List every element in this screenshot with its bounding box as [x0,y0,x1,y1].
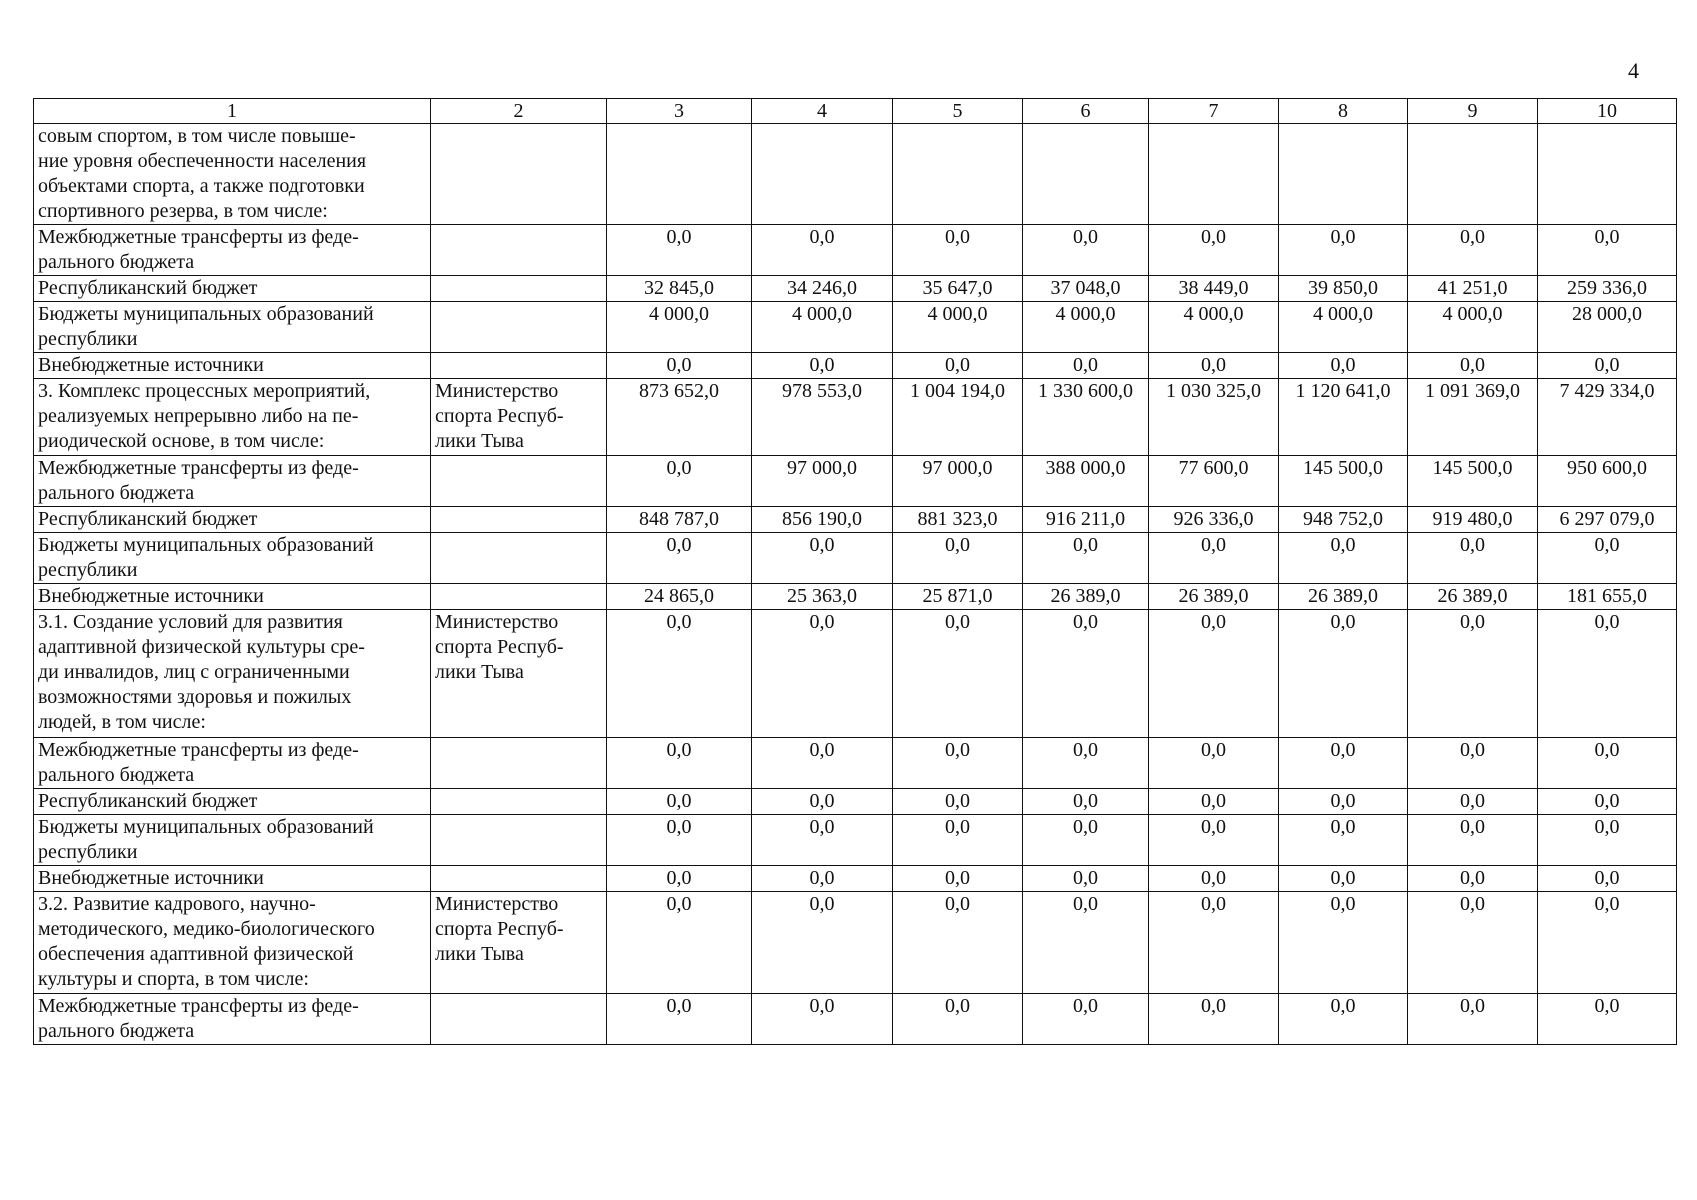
header-cell: 2 [431,99,607,124]
value-cell: 35 647,0 [893,276,1023,302]
value-cell: 26 389,0 [1279,584,1408,610]
value-cell: 24 865,0 [607,584,752,610]
row-responsible [431,533,607,584]
table-row [34,225,1677,276]
row-responsible [431,815,607,866]
value-cell: 0,0 [1149,610,1279,738]
value-cell: 145 500,0 [1408,456,1538,507]
value-cell: 0,0 [893,738,1023,789]
table-row [34,353,1677,379]
row-responsible [431,302,607,353]
value-cell: 0,0 [1538,533,1677,584]
value-cell: 0,0 [1279,892,1408,994]
value-cell: 0,0 [1408,533,1538,584]
value-cell: 0,0 [1279,866,1408,892]
row-description: 3.2. Развитие кадрового, научно- методического, медико-биологического обеспечения адаптивной физической культуры и спорта, в том числе: [34,892,431,994]
value-cell: 77 600,0 [1149,456,1279,507]
table-body [34,99,1677,1045]
page-number: 4 [1628,58,1639,83]
value-cell: 0,0 [1538,866,1677,892]
value-cell: 26 389,0 [1408,584,1538,610]
value-cell: 97 000,0 [752,456,893,507]
value-cell [752,124,893,225]
value-cell: 4 000,0 [752,302,893,353]
value-cell: 0,0 [607,738,752,789]
table-row [34,815,1677,866]
value-cell: 1 091 369,0 [1408,379,1538,456]
value-cell: 0,0 [1023,738,1149,789]
value-cell: 0,0 [1279,789,1408,815]
value-cell: 0,0 [752,353,893,379]
row-description: Бюджеты муниципальных образований республики [34,533,431,584]
value-cell: 0,0 [1408,225,1538,276]
row-description: Республиканский бюджет [34,789,431,815]
value-cell: 0,0 [1279,738,1408,789]
value-cell: 0,0 [1279,994,1408,1045]
value-cell [893,124,1023,225]
value-cell: 0,0 [893,353,1023,379]
value-cell: 39 850,0 [1279,276,1408,302]
value-cell: 37 048,0 [1023,276,1149,302]
value-cell: 4 000,0 [1408,302,1538,353]
value-cell: 0,0 [893,533,1023,584]
value-cell: 0,0 [1023,610,1149,738]
value-cell: 0,0 [752,815,893,866]
row-responsible [431,507,607,533]
row-description: Внебюджетные источники [34,866,431,892]
row-responsible [431,225,607,276]
value-cell: 0,0 [1538,610,1677,738]
table-row [34,533,1677,584]
value-cell: 0,0 [893,815,1023,866]
row-description: Республиканский бюджет [34,276,431,302]
row-description: Межбюджетные трансферты из феде- рального бюджета [34,225,431,276]
table-row [34,866,1677,892]
header-cell: 7 [1149,99,1279,124]
header-cell: 6 [1023,99,1149,124]
value-cell: 0,0 [1149,738,1279,789]
value-cell: 0,0 [607,533,752,584]
value-cell: 0,0 [1279,533,1408,584]
row-description: Межбюджетные трансферты из феде- рального бюджета [34,994,431,1045]
value-cell: 848 787,0 [607,507,752,533]
value-cell: 26 389,0 [1023,584,1149,610]
row-responsible [431,738,607,789]
value-cell: 916 211,0 [1023,507,1149,533]
row-responsible [431,866,607,892]
value-cell: 0,0 [607,456,752,507]
value-cell: 0,0 [893,789,1023,815]
table-row [34,302,1677,353]
table-row [34,584,1677,610]
value-cell: 0,0 [752,738,893,789]
value-cell: 0,0 [1408,738,1538,789]
value-cell: 4 000,0 [607,302,752,353]
value-cell: 0,0 [1023,866,1149,892]
value-cell: 0,0 [1538,994,1677,1045]
value-cell [1279,124,1408,225]
header-cell: 10 [1538,99,1677,124]
value-cell: 0,0 [1538,815,1677,866]
row-description: Межбюджетные трансферты из феде- рального бюджета [34,738,431,789]
value-cell: 0,0 [1538,789,1677,815]
value-cell: 0,0 [1023,353,1149,379]
header-cell: 1 [34,99,431,124]
value-cell: 1 120 641,0 [1279,379,1408,456]
value-cell: 0,0 [1279,610,1408,738]
value-cell: 6 297 079,0 [1538,507,1677,533]
value-cell: 26 389,0 [1149,584,1279,610]
row-description: совым спортом, в том числе повыше- ние уровня обеспеченности населения объектами спорта, а также подготовки спортивного резерва, в том числе: [34,124,431,225]
value-cell: 41 251,0 [1408,276,1538,302]
header-cell: 5 [893,99,1023,124]
value-cell: 873 652,0 [607,379,752,456]
row-description: 3.1. Создание условий для развития адаптивной физической культуры сре- ди инвалидов, лиц с ограниченными возможностями здоровья и пожилых людей, в том числе: [34,610,431,738]
value-cell: 7 429 334,0 [1538,379,1677,456]
value-cell: 0,0 [1149,892,1279,994]
value-cell: 4 000,0 [1149,302,1279,353]
header-cell: 9 [1408,99,1538,124]
value-cell: 0,0 [1279,815,1408,866]
value-cell: 0,0 [1408,994,1538,1045]
table-row [34,789,1677,815]
value-cell: 25 871,0 [893,584,1023,610]
value-cell: 0,0 [607,866,752,892]
value-cell: 0,0 [893,610,1023,738]
value-cell: 950 600,0 [1538,456,1677,507]
table-row [34,892,1677,994]
value-cell: 145 500,0 [1279,456,1408,507]
value-cell: 1 330 600,0 [1023,379,1149,456]
value-cell: 32 845,0 [607,276,752,302]
value-cell: 0,0 [1149,866,1279,892]
row-responsible: Министерство спорта Респуб- лики Тыва [431,892,607,994]
value-cell: 0,0 [607,225,752,276]
value-cell: 0,0 [1538,738,1677,789]
table-row [34,610,1677,738]
value-cell: 0,0 [1538,892,1677,994]
value-cell: 0,0 [893,994,1023,1045]
row-responsible [431,456,607,507]
table-row [34,276,1677,302]
header-row [34,99,1677,124]
value-cell: 0,0 [752,533,893,584]
value-cell [1538,124,1677,225]
value-cell: 0,0 [1408,353,1538,379]
row-description: 3. Комплекс процессных мероприятий, реализуемых непрерывно либо на пе- риодической основе, в том числе: [34,379,431,456]
value-cell: 0,0 [1149,533,1279,584]
value-cell: 4 000,0 [1279,302,1408,353]
value-cell: 0,0 [1023,994,1149,1045]
row-description: Внебюджетные источники [34,584,431,610]
value-cell: 0,0 [893,225,1023,276]
value-cell: 0,0 [607,892,752,994]
table-row [34,738,1677,789]
value-cell: 0,0 [752,225,893,276]
value-cell [1149,124,1279,225]
value-cell: 0,0 [1023,225,1149,276]
value-cell: 0,0 [1149,994,1279,1045]
budget-table [33,98,1677,1045]
value-cell: 1 030 325,0 [1149,379,1279,456]
value-cell: 0,0 [607,994,752,1045]
row-responsible: Министерство спорта Респуб- лики Тыва [431,610,607,738]
value-cell: 0,0 [1023,892,1149,994]
value-cell: 0,0 [607,815,752,866]
value-cell: 259 336,0 [1538,276,1677,302]
value-cell: 0,0 [1279,225,1408,276]
value-cell: 0,0 [1023,789,1149,815]
value-cell: 0,0 [1023,815,1149,866]
table-row [34,456,1677,507]
row-responsible [431,994,607,1045]
table-row [34,994,1677,1045]
value-cell: 0,0 [1149,789,1279,815]
value-cell: 4 000,0 [1023,302,1149,353]
value-cell: 25 363,0 [752,584,893,610]
row-responsible [431,276,607,302]
value-cell: 0,0 [752,610,893,738]
row-description: Бюджеты муниципальных образований республики [34,302,431,353]
table-row [34,124,1677,225]
value-cell: 0,0 [893,866,1023,892]
value-cell: 0,0 [607,353,752,379]
value-cell: 38 449,0 [1149,276,1279,302]
value-cell: 881 323,0 [893,507,1023,533]
value-cell: 0,0 [1538,353,1677,379]
value-cell: 948 752,0 [1279,507,1408,533]
value-cell: 856 190,0 [752,507,893,533]
row-responsible [431,789,607,815]
value-cell: 0,0 [752,994,893,1045]
value-cell: 0,0 [752,789,893,815]
value-cell: 0,0 [607,610,752,738]
value-cell: 978 553,0 [752,379,893,456]
value-cell: 181 655,0 [1538,584,1677,610]
value-cell: 34 246,0 [752,276,893,302]
value-cell: 926 336,0 [1149,507,1279,533]
value-cell [607,124,752,225]
value-cell: 0,0 [1149,225,1279,276]
value-cell: 0,0 [1149,815,1279,866]
value-cell: 0,0 [1023,533,1149,584]
value-cell: 1 004 194,0 [893,379,1023,456]
table-row [34,379,1677,456]
row-responsible [431,584,607,610]
value-cell: 919 480,0 [1408,507,1538,533]
value-cell: 0,0 [1408,815,1538,866]
header-cell: 3 [607,99,752,124]
value-cell: 0,0 [893,892,1023,994]
value-cell: 0,0 [1279,353,1408,379]
row-description: Внебюджетные источники [34,353,431,379]
row-description: Межбюджетные трансферты из феде- рального бюджета [34,456,431,507]
header-cell: 8 [1279,99,1408,124]
value-cell: 0,0 [1408,866,1538,892]
value-cell: 0,0 [1538,225,1677,276]
value-cell [1408,124,1538,225]
value-cell [1023,124,1149,225]
value-cell: 0,0 [1408,892,1538,994]
value-cell: 28 000,0 [1538,302,1677,353]
row-responsible [431,353,607,379]
value-cell: 0,0 [752,892,893,994]
table-row [34,507,1677,533]
row-responsible [431,124,607,225]
value-cell: 0,0 [1408,789,1538,815]
row-description: Бюджеты муниципальных образований республики [34,815,431,866]
value-cell: 0,0 [607,789,752,815]
value-cell: 0,0 [1149,353,1279,379]
value-cell: 388 000,0 [1023,456,1149,507]
value-cell: 4 000,0 [893,302,1023,353]
value-cell: 97 000,0 [893,456,1023,507]
row-description: Республиканский бюджет [34,507,431,533]
value-cell: 0,0 [1408,610,1538,738]
value-cell: 0,0 [752,866,893,892]
row-responsible: Министерство спорта Респуб- лики Тыва [431,379,607,456]
header-cell: 4 [752,99,893,124]
